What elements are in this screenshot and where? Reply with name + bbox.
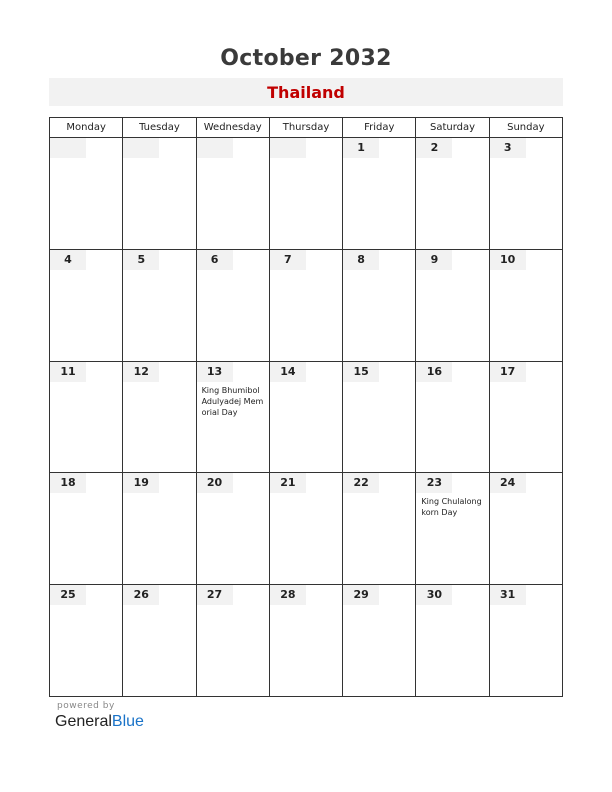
day-number: 23 (416, 473, 452, 493)
day-number: 27 (197, 585, 233, 605)
day-number: 25 (50, 585, 86, 605)
day-cell (50, 249, 123, 361)
day-number: 10 (490, 250, 526, 270)
day-cell (269, 249, 342, 361)
weekday-monday: Monday (50, 118, 123, 138)
day-cell (123, 473, 196, 585)
day-cell (343, 138, 416, 250)
day-number (123, 138, 159, 158)
day-cell (343, 249, 416, 361)
day-cell (269, 585, 342, 697)
day-number: 16 (416, 362, 452, 382)
day-cell (416, 361, 489, 473)
day-cell (416, 138, 489, 250)
day-number: 22 (343, 473, 379, 493)
day-cell (123, 585, 196, 697)
country-name: Thailand (267, 83, 345, 102)
day-number: 11 (50, 362, 86, 382)
day-number: 8 (343, 250, 379, 270)
weekday-header-row (50, 118, 563, 138)
day-number: 15 (343, 362, 379, 382)
brand-logo (55, 713, 144, 731)
day-cell (50, 585, 123, 697)
day-cell (50, 138, 123, 250)
day-cell (416, 585, 489, 697)
weekday-thursday: Thursday (269, 118, 342, 138)
brand-general: General (55, 713, 112, 730)
week-row (50, 473, 563, 585)
day-cell (269, 361, 342, 473)
day-number: 12 (123, 362, 159, 382)
day-cell (196, 249, 269, 361)
day-cell (196, 473, 269, 585)
holiday-label: King Bhumibol Adulyadej Memorial Day (201, 385, 264, 417)
weekday-friday: Friday (343, 118, 416, 138)
weekday-sunday: Sunday (489, 118, 562, 138)
week-row (50, 138, 563, 250)
day-number: 21 (270, 473, 306, 493)
day-cell (196, 361, 269, 473)
day-cell (269, 473, 342, 585)
weekday-tuesday: Tuesday (123, 118, 196, 138)
week-row (50, 585, 563, 697)
page-title: October 2032 (220, 46, 392, 71)
day-cell (196, 585, 269, 697)
day-cell (489, 473, 562, 585)
day-number: 28 (270, 585, 306, 605)
week-row (50, 249, 563, 361)
day-cell (269, 138, 342, 250)
day-number: 3 (490, 138, 526, 158)
day-number: 6 (197, 250, 233, 270)
day-number: 19 (123, 473, 159, 493)
day-number: 29 (343, 585, 379, 605)
day-number: 9 (416, 250, 452, 270)
day-cell (50, 473, 123, 585)
day-number: 31 (490, 585, 526, 605)
day-cell (123, 138, 196, 250)
weekday-saturday: Saturday (416, 118, 489, 138)
day-cell (343, 473, 416, 585)
day-number: 18 (50, 473, 86, 493)
day-number: 24 (490, 473, 526, 493)
day-number: 2 (416, 138, 452, 158)
day-cell (123, 361, 196, 473)
week-row (50, 361, 563, 473)
powered-by-label: powered by (57, 701, 115, 711)
day-cell (50, 361, 123, 473)
brand-blue: Blue (111, 713, 144, 730)
day-number (197, 138, 233, 158)
day-cell (343, 361, 416, 473)
day-cell (343, 585, 416, 697)
day-cell (489, 138, 562, 250)
day-cell (123, 249, 196, 361)
day-number: 30 (416, 585, 452, 605)
day-number: 13 (197, 362, 233, 382)
day-cell (416, 249, 489, 361)
day-number (50, 138, 86, 158)
day-number: 14 (270, 362, 306, 382)
day-cell (196, 138, 269, 250)
day-number (270, 138, 306, 158)
day-cell (489, 361, 562, 473)
day-cell (416, 473, 489, 585)
day-number: 20 (197, 473, 233, 493)
day-cell (489, 249, 562, 361)
day-number: 5 (123, 250, 159, 270)
calendar-grid (49, 117, 563, 697)
holiday-label: King Chulalongkorn Day (421, 497, 482, 518)
weekday-wednesday: Wednesday (196, 118, 269, 138)
day-number: 7 (270, 250, 306, 270)
day-number: 17 (490, 362, 526, 382)
country-band (49, 78, 563, 106)
day-number: 4 (50, 250, 86, 270)
day-cell (489, 585, 562, 697)
day-number: 1 (343, 138, 379, 158)
day-number: 26 (123, 585, 159, 605)
